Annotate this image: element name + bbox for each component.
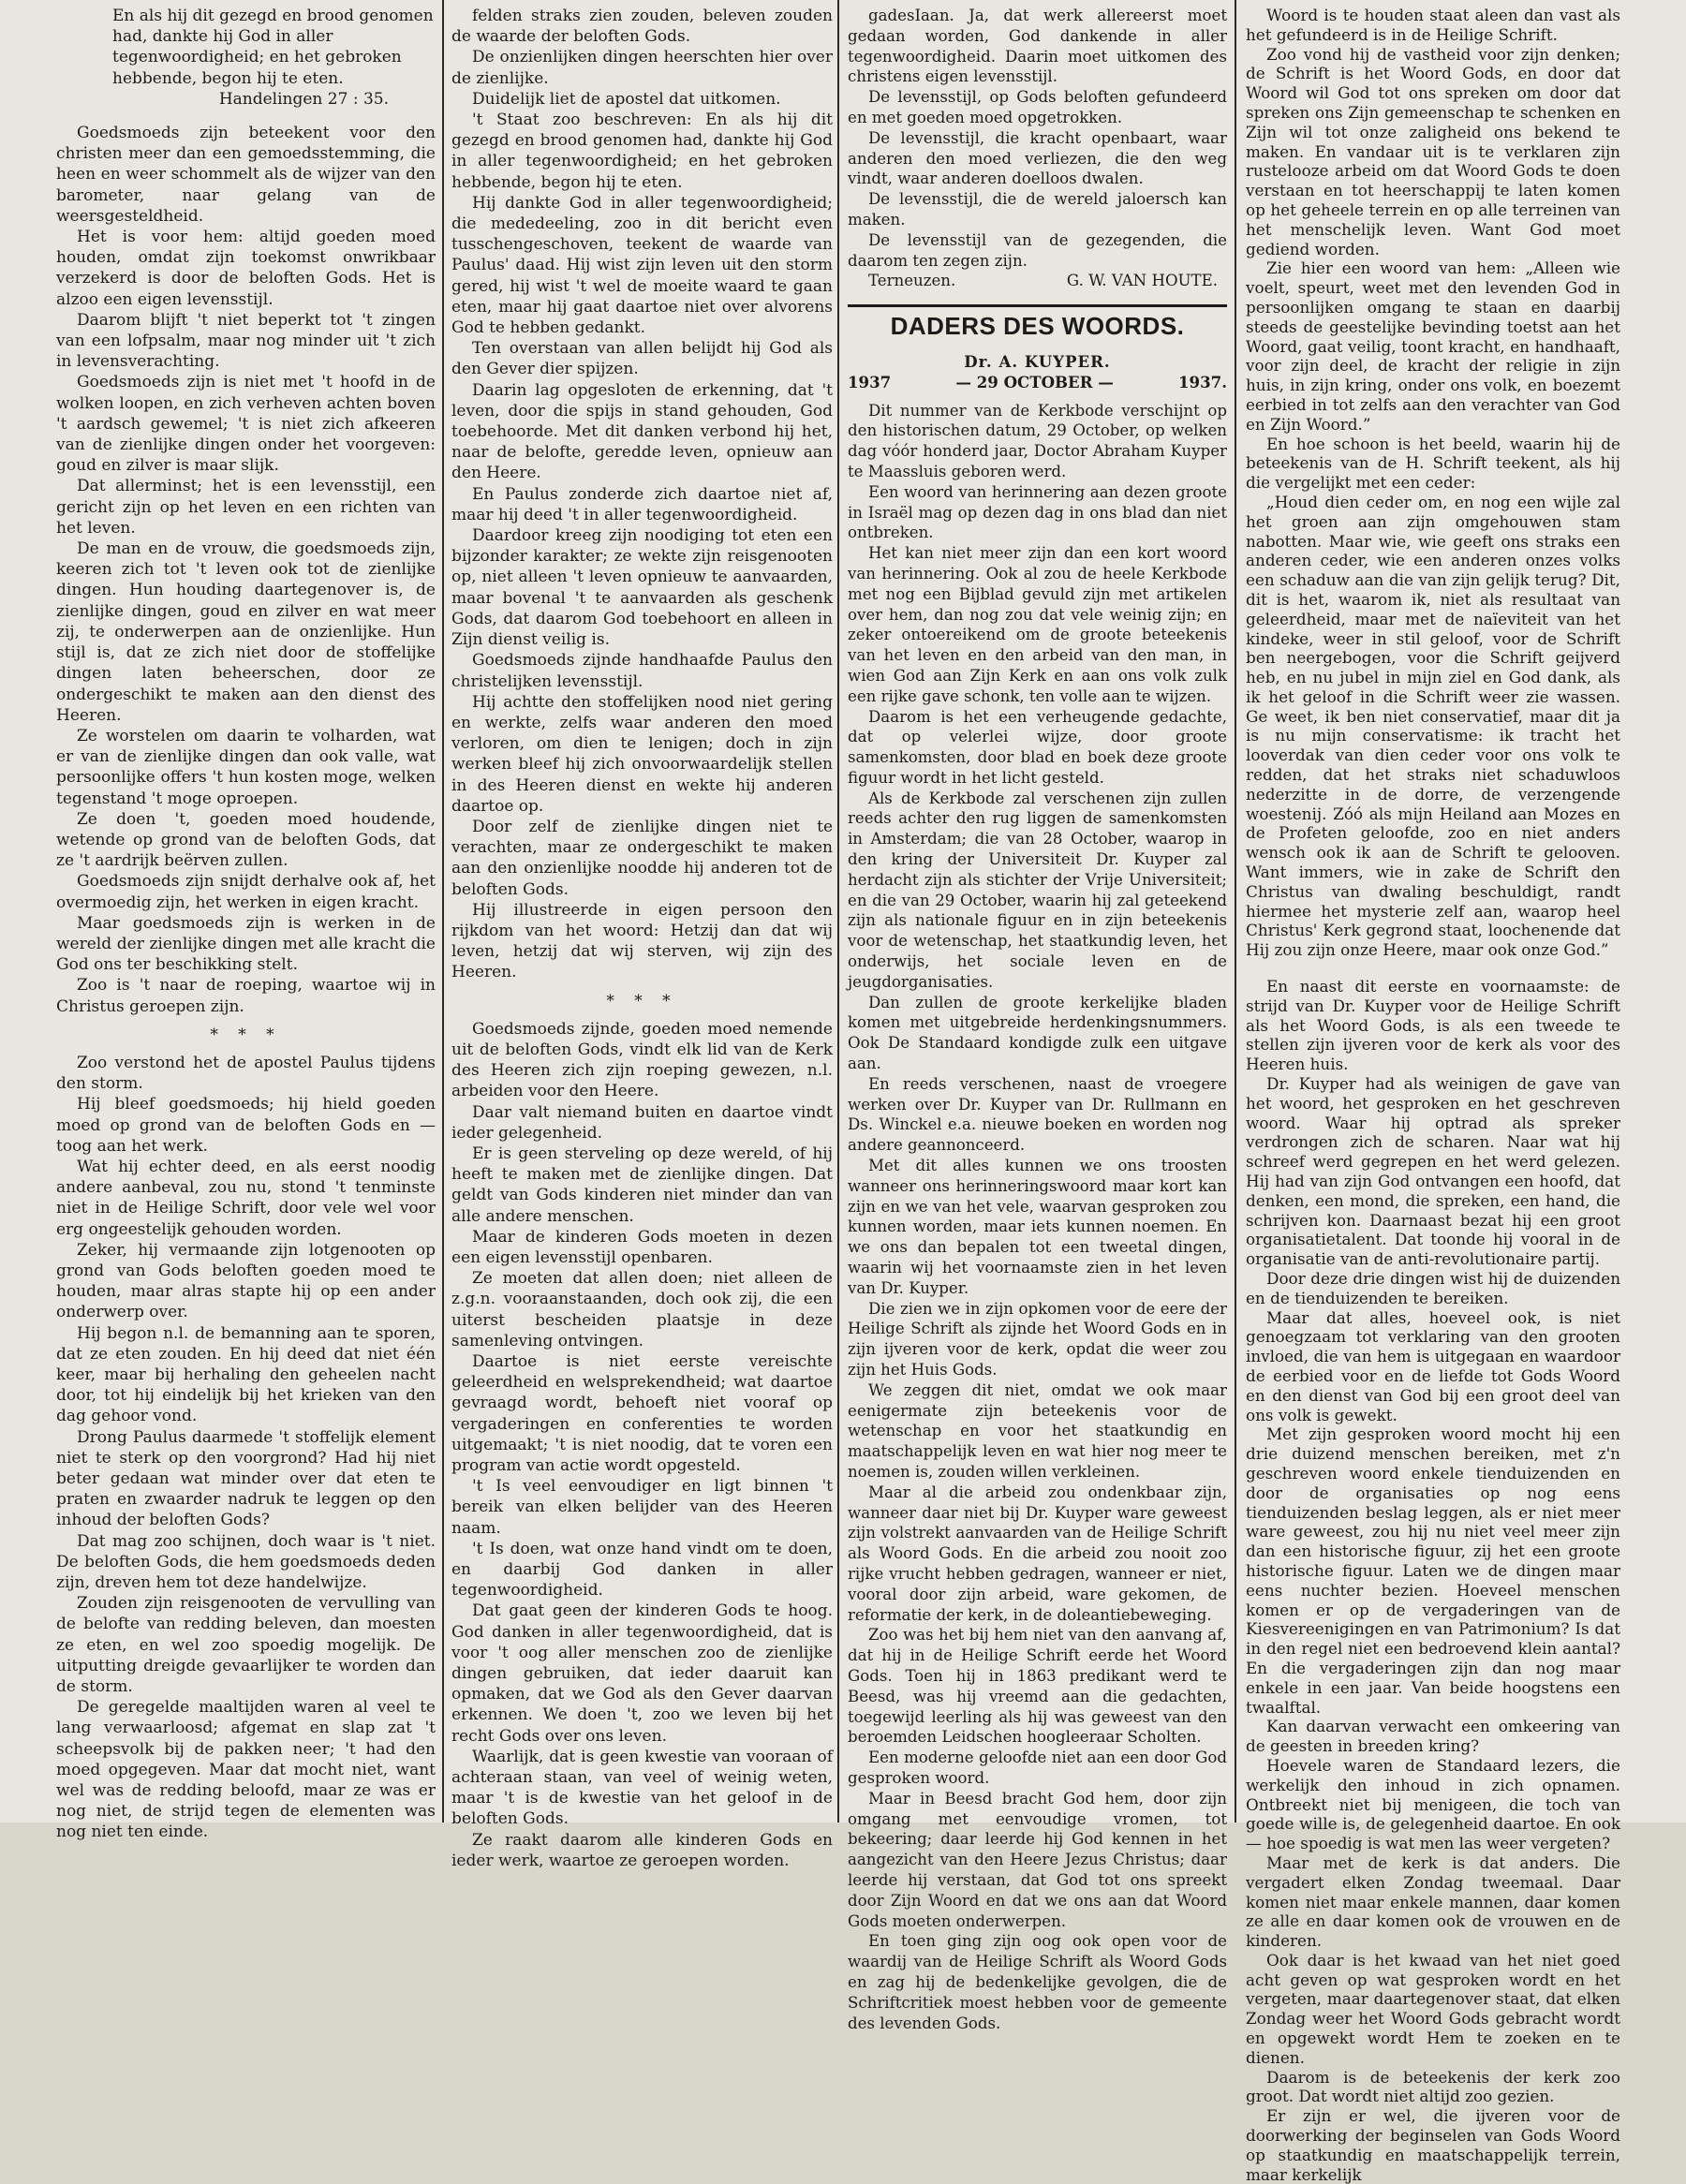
paragraph: Dit nummer van de Kerkbode verschijnt op den historischen datum, 29 October, op welken dag vóór honderd jaar, Doctor Abraham Kuyper te Maassluis geboren werd. <box>848 401 1227 480</box>
paragraph: Dr. Kuyper had als weinigen de gave van het woord, het gesproken en het geschreven woord. Waar hij optrad als spreker verdrongen zich de scharen. Naar wat hij schreef werd gegrepen en het werd gelezen. Hij had van zijn God ontvangen een hoofd, dat denken, een mond, die spreken, een hand, die schrijven kon. Daarnaast bezat hij een groot organisatietalent. Dat toonde hij vooral in de organisatie van de anti-revolutionaire partij. <box>1246 1074 1620 1269</box>
paragraph: „Houd dien ceder om, en nog een wijle zal het groen aan zijn omgehouwen stam nabotten. Maar wie, wie geeft ons straks een anderen ceder, wie een anderen onzes volks een schaduw aan die van zijn gelijk terug? Dit, dit is het, waarom ik, niet als resultaat van geleerdheid, maar met de naïeviteit van het kindeke, weer in stil geloof, voor de Schrift ben neergebogen, voor die Schrift geijverd heb, en nu jubel in mijn ziel en God dank, als ik het geloof in die Schrift weer zie wassen. Ge weet, ik ben niet conservatief, maar dit ja is nu mijn conservatisme: ik tracht het looverdak van dien ceder voor ons volk te redden, dat het straks niet schaduwloos nederzitte in de dorre, de verzengende woestenij. Zóó als mijn Heiland aan Mozes en de Profeten geloofde, zoo en niet anders wensch ook ik aan de Schrift te gelooven. Want immers, wie in zake de Schrift den Christus van dwaling beschuldigt, randt hiermee het mysterie zelf aan, waarop heel Christus' Kerk gegrond staat, loochenende dat Hij zou zijn onze Heere, maar ook onze God.” <box>1246 492 1620 960</box>
paragraph: Er zijn er wel, die ijveren voor de doorwerking der beginselen van Gods Woord op staatkundig en maatschappelijk terrein, maar kerkelijk <box>1246 2106 1620 2184</box>
paragraph: Maar met de kerk is dat anders. Die vergadert elken Zondag tweemaal. Daar komen niet maar enkele mannen, daar komen ze alle en daar komen ook de vrouwen en de kinderen. <box>1246 1852 1620 1951</box>
paragraph: 't Is doen, wat onze hand vindt om te doen, en daarbij God danken in aller tegenwoordigheid. <box>451 1539 833 1601</box>
section-separator: * * * <box>210 1025 282 1044</box>
paragraph: Maar goedsmoeds zijn is werken in de wereld der zienlijke dingen met alle kracht die God ons ter beschikking stelt. <box>56 913 436 975</box>
paragraph: Kan daarvan verwacht een omkeering van de geesten in breeden kring? <box>1246 1717 1620 1756</box>
paragraph: We zeggen dit niet, omdat we ook maar eenigermate zijn beteekenis voor de wetenschap en voor het staatkundig en maatschappelijk leven en wat hier nog meer te noemen is, zouden willen verkleinen. <box>848 1380 1227 1481</box>
paragraph: Dat allerminst; het is een levensstijl, een gericht zijn op het leven en een richten van het leven. <box>56 477 436 538</box>
column-3 <box>848 0 1227 2032</box>
column-1 <box>56 0 436 1842</box>
paragraph: Woord is te houden staat aleen dan vast als het gefundeerd is in de Heilige Schrift. <box>1246 6 1620 44</box>
dateline-year-right: 1937. <box>1178 372 1227 391</box>
paragraph: De geregelde maaltijden waren al veel te lang verwaarloosd; afgemat en slap zat 't scheepsvolk bij de pakken neer; 't had den moed opgegeven. Maar dat mocht niet, want wel was de redding beloofd, maar ze was er nog niet, de strijd tegen de elementen was nog niet ten einde. <box>56 1698 436 1842</box>
paragraph: felden straks zien zouden, beleven zouden de waarde der beloften Gods. <box>451 7 833 47</box>
article-signature <box>848 271 1227 291</box>
article-divider <box>848 304 1227 307</box>
scripture-reference: Handelingen 27 : 35. <box>218 89 389 109</box>
paragraph: Maar al die arbeid zou ondenkbaar zijn, wanneer daar niet bij Dr. Kuyper ware geweest zijn volstrekt aanvaarden van de Heilige Schrift als Woord Gods. En die arbeid zou nooit zoo rijke vrucht hebben gedragen, wanneer er niet, vooral door zijn arbeid, ware gekomen, de reformatie der kerk, in de doleantiebeweging. <box>848 1483 1227 1624</box>
paragraph: Hij bleef goedsmoeds; hij hield goeden moed op grond van de beloften Gods en — toog aan het werk. <box>56 1095 436 1156</box>
paragraph: Daardoor kreeg zijn noodiging tot eten een bijzonder karakter; ze wekte zijn reisgenooten op, niet alleen 't leven opnieuw te aanvaarden, maar bovenal 't te aanvaarden als geschenk Gods, dat daarom God toebehoort en alleen in Zijn dienst veilig is. <box>451 526 833 650</box>
paragraph: Goedsmoeds zijn beteekent voor den christen meer dan een gemoedsstemming, die heen en weer schommelt als de wijzer van den barometer, naar gelang van de weersgesteldheid. <box>56 124 436 226</box>
paragraph: Er is geen sterveling op deze wereld, of hij heeft te maken met de zienlijke dingen. Dat geldt van Gods kinderen niet minder dan van alle andere menschen. <box>451 1144 833 1226</box>
paragraph: Dan zullen de groote kerkelijke bladen komen met uitgebreide herdenkingsnummers. Ook De Standaard kondigde zulk een uitgave aan. <box>848 993 1227 1073</box>
article-dateline <box>848 373 1227 393</box>
paragraph: De levensstijl, die kracht openbaart, waar anderen den moed verliezen, die den weg vindt, waar anderen doelloos dwalen. <box>848 128 1227 188</box>
paragraph: Dat gaat geen der kinderen Gods te hoog. God danken in aller tegenwoordigheid, dat is voor 't oog aller menschen zoo de zienlijke dingen gebruiken, dat ieder daaruit kan opmaken, dat we God als den Gever daarvan erkennen. We doen 't, zoo we leven bij het recht Gods over ons leven. <box>451 1601 833 1746</box>
paragraph: En hoe schoon is het beeld, waarin hij de beteekenis van de H. Schrift teekent, als hij die vergelijkt met een ceder: <box>1246 434 1620 493</box>
paragraph: Het is voor hem: altijd goeden moed houden, omdat zijn toekomst onwrikbaar verzekerd is door de beloften Gods. Het is alzoo een eigen levensstijl. <box>56 228 436 309</box>
paragraph: Hij illustreerde in eigen persoon den rijkdom van het woord: Hetzij dan dat wij leven, hetzij dat wij sterven, wij zijn des Heeren. <box>451 900 833 982</box>
paragraph: Wat hij echter deed, en als eerst noodig andere aanbeval, zou nu, stond 't tenminste niet in de Heilige Schrift, door vele wel voor erg ongeestelijk gehouden worden. <box>56 1157 436 1239</box>
paragraph: Met dit alles kunnen we ons troosten wanneer ons herinneringswoord maar kort kan zijn en we van het vele, waarvan gesproken zou kunnen worden, maar iets kunnen noemen. En we ons dan bepalen tot een tweetal dingen, waarin wij het voornaamste zien in het leven van Dr. Kuyper. <box>848 1157 1227 1297</box>
column-divider <box>1235 0 1236 1822</box>
column-divider <box>837 0 839 1822</box>
paragraph: Hij begon n.l. de bemanning aan te sporen, dat ze eten zouden. En hij deed dat niet één keer, maar bij herhaling den geheelen nacht door, tot hij eindelijk bij het krieken van den dag gehoor vond. <box>56 1323 436 1426</box>
article-headline: DADERS DES WOORDS. <box>890 312 1185 341</box>
paragraph: Ze moeten dat allen doen; niet alleen de z.g.n. vooraanstaanden, doch ook zij, die een uiterst bescheiden plaatsje in deze samenleving ontvingen. <box>451 1269 833 1350</box>
paragraph: Met zijn gesproken woord mocht hij een drie duizend menschen bereiken, met z'n geschreven woord enkele tienduizenden en door de organisaties op nog eens tienduizenden beslag leggen, als er niet meer ware geweest, zou hij nu niet veel meer zijn dan een historische figuur, zij het een groote historische figuur. Laten we de dingen maar eens nuchter bezien. Hoeveel menschen komen er op de vergaderingen van de Kiesvereenigingen en van Patrimonium? Is dat in den regel niet een bedroevend klein aantal? En die vergaderingen zijn dan nog maar enkele in een jaar. Van beide hoogstens een twaalftal. <box>1246 1424 1620 1717</box>
paragraph: Hij achtte den stoffelijken nood niet gering en werkte, zelfs waar anderen den moed verloren, om dien te lenigen; doch in zijn werken bleef hij zich onvoorwaardelijk stellen in des Heeren dienst en wekte hij anderen daartoe op. <box>451 692 833 816</box>
paragraph: Daartoe is niet eerste vereischte geleerdheid en welsprekendheid; wat daartoe gevraagd wordt, behoeft niet vooraf op vergaderingen en conferenties te worden uitgemaakt; 't is niet noodig, dat te voren een program van actie wordt opgesteld. <box>451 1352 833 1476</box>
paragraph: Zoo is 't naar de roeping, waartoe wij in Christus geroepen zijn. <box>56 976 436 1016</box>
paragraph: En toen ging zijn oog ook open voor de waardij van de Heilige Schrift als Woord Gods en zag hij de bedenkelijke gevolgen, die de Schriftcritiek moest hebben voor de gemeente des levenden Gods. <box>848 1932 1227 2032</box>
paragraph: Dat mag zoo schijnen, doch waar is 't niet. De beloften Gods, die hem goedsmoeds deden zijn, dreven hem tot deze handelwijze. <box>56 1531 436 1593</box>
paragraph: Zouden zijn reisgenooten de vervulling van de belofte van redding beleven, dan moesten ze eten, en wel zoo spoedig mogelijk. De uitputting dreigde gevaarlijker te worden dan de storm. <box>56 1594 436 1697</box>
paragraph: Zoo was het bij hem niet van den aanvang af, dat hij in de Heilige Schrift eerde het Woord Gods. Toen hij in 1863 predikant werd te Beesd, was hij vreemd aan die gedachten, toegewijd leerling als hij was geweest van den beroemden Leidschen hoogleeraar Scholten. <box>848 1626 1227 1747</box>
paragraph: Hoevele waren de Standaard lezers, die werkelijk den inhoud in zich opnamen. Ontbreekt niet bij menigeen, die toch van goede wille is, de gelegenheid daartoe. En ook — hoe spoedig is wat men las weer vergeten? <box>1246 1755 1620 1853</box>
paragraph: Daarin lag opgesloten de erkenning, dat 't leven, door die spijs in stand gehouden, God toebehoorde. Met dit danken verbond hij het, naar de belofte, geredde leven, opnieuw aan den Heere. <box>451 380 833 483</box>
paragraph: Goedsmoeds zijnde handhaafde Paulus den christelijken levensstijl. <box>451 651 833 691</box>
column-2 <box>451 0 833 1870</box>
paragraph: Ze worstelen om daarin te volharden, wat er van de zienlijke dingen dan ook valle, wat persoonlijke offers 't hun kosten moge, welken tegenstand 't moge oproepen. <box>56 726 436 808</box>
paragraph: Zoo vond hij de vastheid voor zijn denken; de Schrift is het Woord Gods, en door dat Woord wil God tot ons spreken om door dat spreken ons Zijn gemeenschap te schenken en Zijn wil tot onze zaligheid ons bekend te maken. En vandaar uit is te verklaren zijn rustelooze arbeid om dat Woord Gods te doen verstaan en tot heerschappij te laten komen op het geheele terrein en op alle terreinen van het menschelijk leven. Want God moet gediend worden. <box>1246 44 1620 258</box>
paragraph: Een woord van herinnering aan dezen groote in Israël mag op dezen dag in ons blad dan niet ontbreken. <box>848 482 1227 542</box>
paragraph: Ze raakt daarom alle kinderen Gods en ieder werk, waartoe ze geroepen worden. <box>451 1830 833 1870</box>
paragraph: De levensstijl, op Gods beloften gefundeerd en met goeden moed opgetrokken. <box>848 88 1227 126</box>
paragraph: Duidelijk liet de apostel dat uitkomen. <box>472 89 781 109</box>
signature-place: Terneuzen. <box>868 272 956 290</box>
paragraph: Een moderne geloofde niet aan een door God gesproken woord. <box>848 1749 1227 1787</box>
paragraph: Goedsmoeds zijn snijdt derhalve ook af, het overmoedig zijn, het werken in eigen kracht. <box>56 872 436 912</box>
paragraph: Ook daar is het kwaad van het niet goed acht geven op wat gesproken wordt en het vergeten, maar daartegenover staat, dat elken Zondag weer het Woord Gods gebracht wordt en opgewekt wordt Hem te zoeken en te dienen. <box>1246 1950 1620 2067</box>
paragraph: Maar in Beesd bracht God hem, door zijn omgang met eenvoudige vromen, tot bekeering; daar leerde hij God kennen in het aangezicht van den Heere Jezus Christus; daar leerde hij verstaan, dat God tot ons spreekt door Zijn Woord en dat we ons aan dat Woord Gods moeten onderwerpen. <box>848 1789 1227 1930</box>
paragraph: Ten overstaan van allen belijdt hij God als den Gever dier spijzen. <box>451 339 833 379</box>
paragraph: Maar dat alles, hoeveel ook, is niet genoegzaam tot verklaring van den grooten invloed, die van hem is uitgegaan en waardoor de eerbied voor en de liefde tot Gods Woord en den dienst van God bij een groot deel van ons volk is gewekt. <box>1246 1307 1620 1424</box>
paragraph: Maar de kinderen Gods moeten in dezen een eigen levensstijl openbaren. <box>451 1227 833 1267</box>
paragraph: Zoo verstond het de apostel Paulus tijdens den storm. <box>56 1053 436 1094</box>
paragraph: Die zien we in zijn opkomen voor de eere der Heilige Schrift als zijnde het Woord Gods en in zijn ijveren voor de kerk, opdat die weer zou zijn het Huis Gods. <box>848 1299 1227 1379</box>
paragraph: 't Is veel eenvoudiger en ligt binnen 't bereik van elken belijder van des Heeren naam. <box>451 1477 833 1538</box>
paragraph: Hij dankte God in aller tegenwoordigheid; die mededeeling, zoo in dit bericht even tusschengeschoven, teekent de waarde van Paulus' daad. Hij wist zijn leven uit den storm gered, hij wist 't wel de moeite waard te gaan eten, maar hij gaat daartoe niet over alvorens God te hebben gedankt. <box>451 193 833 338</box>
paragraph: De man en de vrouw, die goedsmoeds zijn, keeren zich tot 't leven ook tot de zienlijke dingen. Hun houding daartegenover is, de zienlijke dingen, goud en zilver en wat meer zij, te onderwerpen aan de onzienlijke. Hun stijl is, dat ze zich niet door de stoffelijke dingen laten beheerschen, door ze ondergeschikt te maken aan den dienst des Heeren. <box>56 539 436 725</box>
paragraph: Daarom blijft 't niet beperkt tot 't zingen van een lofpsalm, maar nog minder uit 't zich in levensverachting. <box>56 310 436 372</box>
paragraph: Waarlijk, dat is geen kwestie van vooraan of achteraan staan, van veel of weinig weten, maar 't is de kwestie van het geloof in de beloften Gods. <box>451 1747 833 1829</box>
dateline-year-left: 1937 <box>848 372 892 391</box>
paragraph: De onzienlijken dingen heerschten hier over de zienlijke. <box>451 48 833 88</box>
paragraph: Daarom is het een verheugende gedachte, dat op velerlei wijze, door groote samenkomsten, door blad en boek deze groote figuur wordt in het licht gesteld. <box>848 707 1227 787</box>
article-author: Dr. A. KUYPER. <box>964 351 1111 371</box>
dateline-date: — 29 OCTOBER — <box>955 372 1114 391</box>
paragraph: De levensstijl, die de wereld jaloersch kan maken. <box>848 190 1227 229</box>
column-4 <box>1246 0 1620 2184</box>
section-separator: * * * <box>606 991 678 1011</box>
signature-name: G. W. VAN HOUTE. <box>1066 272 1218 290</box>
paragraph: Daarom is de beteekenis der kerk zoo groot. Dat wordt niet altijd zoo gezien. <box>1246 2067 1620 2106</box>
paragraph: Zie hier een woord van hem: „Alleen wie voelt, speurt, weet met den levenden God in persoonlijken omgang te staan en daarbij steeds de geestelijke bevinding toetst aan het Woord, gaat veilig, toont kracht, en handhaaft, voor zijn deel, de kracht der religie in zijn huis, in zijn kring, onder ons volk, en boezemt eerbied in tot zelfs aan den verachter van God en Zijn Woord.” <box>1246 258 1620 434</box>
paragraph: Goedsmoeds zijnde, goeden moed nemende uit de beloften Gods, vindt elk lid van de Kerk des Heeren zich zijn roeping gewezen, n.l. arbeiden voor den Heere. <box>451 1019 833 1101</box>
paragraph: Door zelf de zienlijke dingen niet te verachten, maar ze ondergeschikt te maken aan den onzienlijke noodde hij anderen tot de beloften Gods. <box>451 817 833 899</box>
paragraph: En reeds verschenen, naast de vroegere werken over Dr. Kuyper van Dr. Rullmann en Ds. Winckel e.a. nieuwe boeken en worden nog andere geannonceerd. <box>848 1074 1227 1155</box>
paragraph: Het kan niet meer zijn dan een kort woord van herinnering. Ook al zou de heele Kerkbode met nog een Bijblad gevuld zijn met artikelen over hem, dan nog zou dat vele weinig zijn; en zeker ontoereikend om de groote beteekenis van het leven en den arbeid van den man, in wien God aan Zijn Kerk en aan ons volk zulk een rijke gave schonk, ten volle aan te wijzen. <box>848 544 1227 705</box>
column-divider <box>442 0 444 1822</box>
paragraph: gadesIaan. Ja, dat werk allereerst moet gedaan worden, God dankende in aller tegenwoordigheid. Daarin moet uitkomen des christens eigen levensstijl. <box>848 7 1227 86</box>
paragraph: En Paulus zonderde zich daartoe niet af, maar hij deed 't in aller tegenwoordigheid. <box>451 484 833 524</box>
paragraph: 't Staat zoo beschreven: En als hij dit gezegd en brood genomen had, dankte hij God in aller tegenwoordigheid; en het gebroken hebbende, begon hij te eten. <box>451 111 833 192</box>
paragraph: Goedsmoeds zijn is niet met 't hoofd in de wolken loopen, en zich verheven achten boven 't aardsch gewemel; 't is niet zich afkeeren van de zienlijke dingen onder het voorgeven: goud en zilver is maar slijk. <box>56 373 436 476</box>
paragraph: Zeker, hij vermaande zijn lotgenooten op grond van Gods beloften goeden moed te houden, maar alras stapte hij op een ander onderwerp over. <box>56 1240 436 1322</box>
paragraph: De levensstijl van de gezegenden, die daarom ten zegen zijn. <box>848 230 1227 270</box>
scripture-quote: En als hij dit gezegd en brood genomen had, dankte hij God in aller tegenwoordigheid; en het gebroken hebbende, begon hij te eten. <box>112 7 434 88</box>
paragraph: Ze doen 't, goeden moed houdende, wetende op grond van de beloften Gods, dat ze 't aardrijk beërven zullen. <box>56 809 436 871</box>
paragraph: Drong Paulus daarmede 't stoffelijk element niet te sterk op den voorgrond? Had hij niet beter gedaan wat minder over dat eten te praten en zwaarder nadruk te leggen op den inhoud der beloften Gods? <box>56 1427 436 1530</box>
paragraph: Door deze drie dingen wist hij de duizenden en de tienduizenden te bereiken. <box>1246 1269 1620 1307</box>
paragraph: Als de Kerkbode zal verschenen zijn zullen reeds achter den rug liggen de samenkomsten in Amsterdam; die van 28 October, waarop in den kring der Universiteit Dr. Kuyper zal herdacht zijn als stichter der Vrije Universiteit; en die van 29 October, waarin hij zal geteekend zijn als nationale figuur en in zijn beteekenis voor de wetenschap, het staatkundig leven, het onderwijs, het sociale leven en de jeugdorganisaties. <box>848 789 1227 991</box>
paragraph: En naast dit eerste en voornaamste: de strijd van Dr. Kuyper voor de Heilige Schrift als het Woord Gods, is als een tweede te stellen zijn ijveren voor de kerk als voor des Heeren huis. <box>1246 977 1620 1074</box>
paragraph: Daar valt niemand buiten en daartoe vindt ieder gelegenheid. <box>451 1102 833 1143</box>
